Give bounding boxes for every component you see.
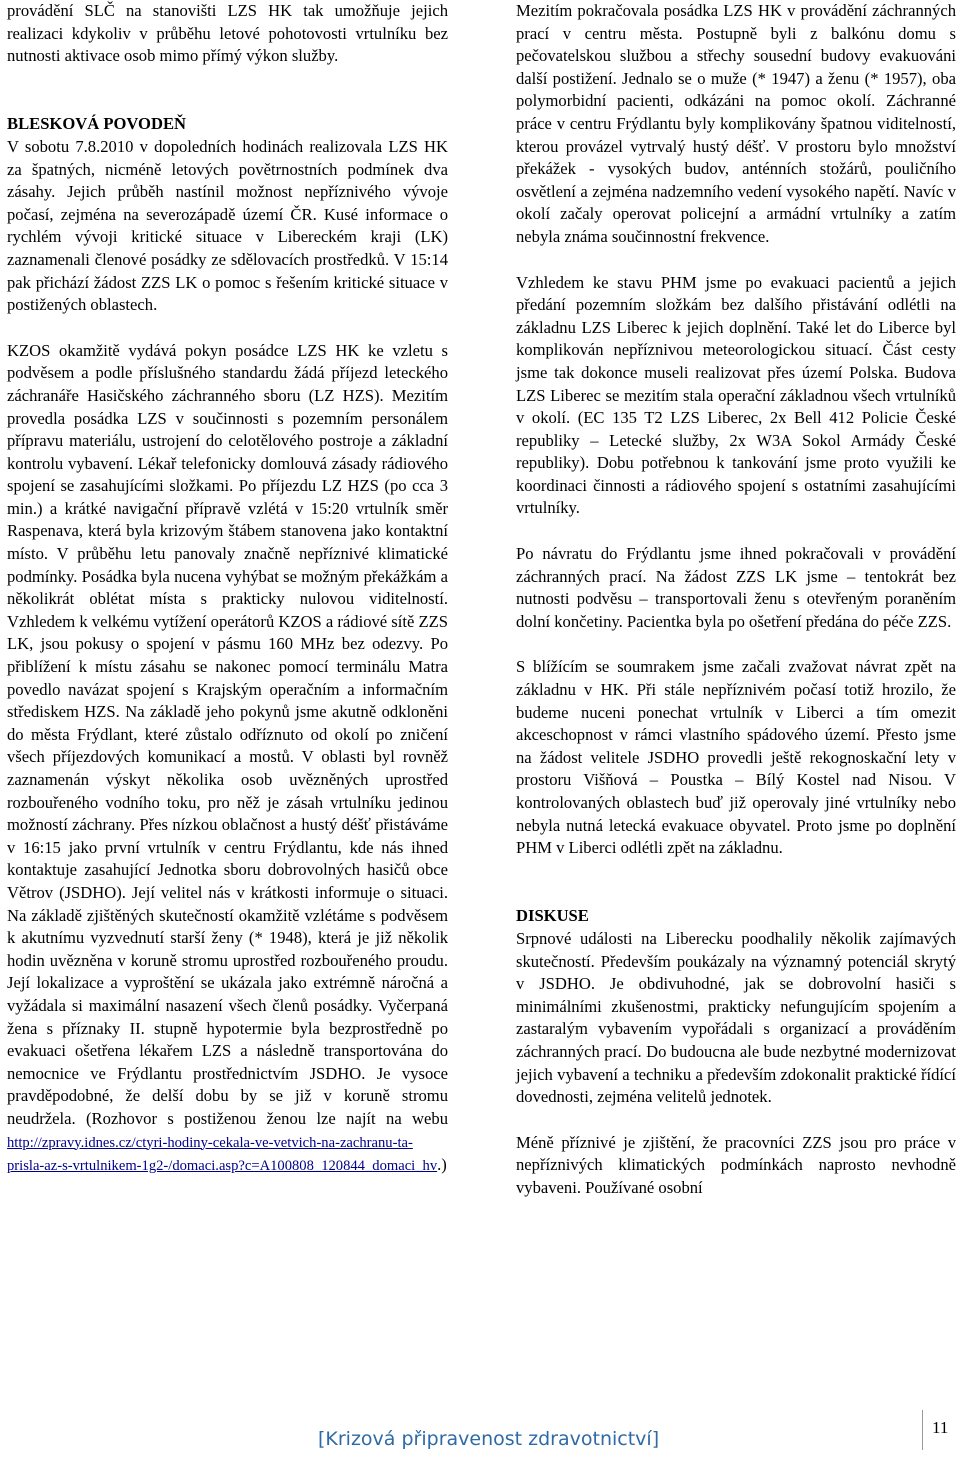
paragraph-intro: provádění SLČ na stanovišti LZS HK tak umožňuje jejich realizaci kdykoliv v průběhu letové pohotovosti vrtulníku bez nutnosti aktivace osob mimo přímý výkon služby. <box>7 1 448 66</box>
paragraph-mezitim: Mezitím pokračovala posádka LZS HK v provádění záchranných prací v centru města. Postupně byli z balkónu domu s pečovatelskou službou a střechy sousední budovy evakuováni další postižení. Jednalo se o muže (* 1947) a ženu (* 1957), oba polymorbidní pacienti, odkázáni na pomoc okolí. Záchranné práce v centru Frýdlantu byly komplikovány špatnou viditelností, kterou provázel vytrvalý hustý déšť. V prostoru bylo množství překážek - vysokých budov, anténních stožárů, pouličního osvětlení a zejména nadzemního vedení vysokého napětí. Navíc v okolí začaly operovat policejní a armádní vrtulníky a zatím nebyla známa součinnostní frekvence. <box>516 1 956 246</box>
spacer <box>7 91 448 114</box>
page-number-divider <box>922 1410 923 1450</box>
paragraph-kzos <box>7 340 448 1178</box>
paragraph-navrat: Po návratu do Frýdlantu jsme ihned pokračovali v provádění záchranných prací. Na žádost ZZS LK jsme – tentokrát bez nutnosti podvěsu – transportovali ženu s otevřeným poraněním dolní končetiny. Pacientka byla po ošetření předána do péče ZZS. <box>516 544 956 631</box>
article-link[interactable]: http://zpravy.idnes.cz/ctyri-hodiny-cekala-ve-vetvich-na-zachranu-ta-prisla-az-s-vrtulnikem-1g2-/domaci.asp?c=A100808_120844_domaci_hv <box>7 1134 438 1175</box>
paragraph-kzos-end: .) <box>437 1155 447 1175</box>
paragraph-mene: Méně příznivé je zjištění, že pracovníci ZZS jsou pro práce v nepříznivých klimatických podmínkách naprosto nevhodně vybaveni. Používané osobní <box>516 1132 956 1197</box>
paragraph-diskuse: Srpnové události na Liberecku poodhalily několik zajímavých skutečností. Především poukázaly na významný potenciál skrytý v JSDHO. Je obdivuhodné, jak se dobrovolní hasiči s minimálními zkušenostmi, prakticky nefungujícím spojením a zastaralým vybavením vypořádali s organizací a prováděním záchranných prací. Do budoucna ale bude nezbytné modernizovat jejich vybavení a techniku a především zdokonalit praktické řídící dovednosti, zejména velitelů jednotek. <box>516 928 956 1107</box>
spacer <box>516 883 956 906</box>
paragraph-soumrak: S blížícím se soumrakem jsme začali zvažovat návrat zpět na základnu v HK. Při stále nepříznivém počasí totiž hrozilo, že budeme nuceni ponechat vrtulník v Liberci a tím omezit akceschopnost v rámci vlastního spádového území. Přesto jsme na žádost velitele JSDHO provedli ještě rekognoskační lety v prostoru Višňová – Poustka – Bílý Kostel nad Nisou. V kontrolovaných oblastech buď již operovaly jiné vrtulníky nebo nebyla nutná letecká evakuace obyvatel. Proto jsme po doplnění PHM v Liberci odlétli zpět na základnu. <box>516 657 956 858</box>
footer-title: [Krizová připravenost zdravotnictví] <box>318 1428 660 1450</box>
heading-flood: BLESKOVÁ POVODEŇ <box>7 114 186 134</box>
page-number: 11 <box>932 1418 949 1437</box>
paragraph-flood: V sobotu 7.8.2010 v dopoledních hodinách realizovala LZS HK za špatných, nicméně letových povětrnostních podmínek dva zásahy. Jejich průběh nastínil možnost nepříznivého vývoje počasí, zejména na severozápadě území ČR. Kusé informace o rychlém vývoji kritické situace v Libereckém kraji (LK) zaznamenali členové posádky ze sdělovacích prostředků. V 15:14 pak přichází žádost ZZS LK o pomoc s řešením kritické situace v postižených oblastech. <box>7 136 448 315</box>
paragraph-kzos-text: KZOS okamžitě vydává pokyn posádce LZS HK ke vzletu s podvěsem a podle příslušného standardu žádá příjezd leteckého záchranáře Hasičského záchranného sboru (LZ HZS). Mezitím provedla posádka LZS v součinnosti s pozemním personálem přípravu materiálu, ustrojení do celotělového postroje a základní kontrolu vybavení. Lékař telefonicky domlouvá zásady rádiového spojení se zasahujícími složkami. Po příjezdu LZ HZS (po cca 3 min.) a krátké navigační přípravě vzlétá v 15:20 vrtulník směr Raspenava, která byla krizovým štábem stanovena jako kontaktní místo. V průběhu letu panovaly značně nepříznivé klimatické podmínky. Posádka byla nucena vyhýbat se možným překážkám a několikrát oblétat místa s prakticky nulovou viditelností. Vzhledem k velkému vytížení operátorů KZOS a rádiové sítě ZZS LK, jsou pokusy o spojení v pásmu 160 MHz bez odezvy. Po přiblížení k místu zásahu se nakonec pomocí terminálu Matra povedlo navázat spojení s Krajským operačním a informačním střediskem HZS. Na základě jeho pokynů jsme akutně odkloněni do města Frýdlant, které zůstalo odříznuto od okolí po zničení všech příjezdových komunikací a mostů. V oblasti byl rovněž zaznamenán výskyt několika osob uvězněných uprostřed rozbouřeného vodního toku, pro něž je zásah vrtulníku jedinou možností záchrany. Přes nízkou oblačnost a hustý déšť přistáváme v 16:15 jako první vrtulník v centru Frýdlantu, kde nás ihned kontaktuje zasahující Jednotka sboru dobrovolných hasičů obce Větrov (JSDHO). Její velitel nás v krátkosti informuje o situaci. Na základě zjištěných skutečností okamžitě vzlétáme s podvěsem k akutnímu vyzvednutí starší ženy (* 1948), která je již několik hodin uvězněna v koruně stromu uprostřed rozbouřeného proudu. Její lokalizace a vyproštění se ukázala jako extrémně náročná a vyžádala si maximální nasazení všech členů posádky. Vyčerpaná žena s příznaky II. stupně hypotermie byla bezprostředně po evakuaci ošetřena lékařem LZS a následně transportována do nemocnice ve Frýdlantu prostřednictvím JSDHO. Je vysoce pravděpodobné, že delší dobu by se již v koruně stromu neudržela. (Rozhovor s postiženou ženou lze najít na webu <box>7 340 448 1128</box>
paragraph-vzhledem: Vzhledem ke stavu PHM jsme po evakuaci pacientů a jejich předání pozemním složkám bez dalšího přistávání odlétli na základnu LZS Liberec k jejich doplnění. Také let do Liberce byl komplikován nepříznivou meteorologickou situací. Část cesty jsme tak dokonce museli realizovat přes území Polska. Budova LZS Liberec se mezitím stala operační základnou všech vrtulníků v okolí. (EC 135 T2 LZS Liberec, 2x Bell 412 Policie České republiky – Letecké služby, 2x W3A Sokol Armády České republiky). Dobu potřebnou k tankování jsme proto využili ke koordinaci činnosti a rádiového spojení s ostatními zasahujícími vrtulníky. <box>516 272 956 518</box>
right-column <box>516 0 956 1223</box>
left-column <box>7 0 448 1201</box>
heading-diskuse: DISKUSE <box>516 906 589 926</box>
